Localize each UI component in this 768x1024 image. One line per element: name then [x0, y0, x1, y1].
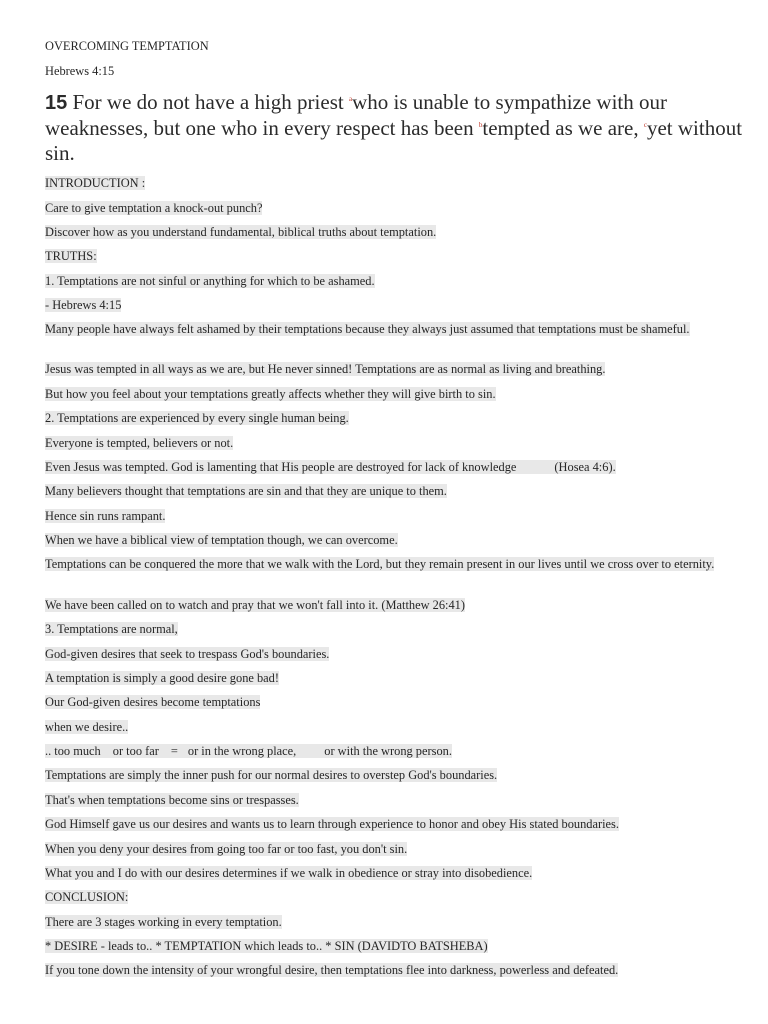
footnote-marker[interactable]: a	[348, 95, 353, 103]
document-title: OVERCOMING TEMPTATION	[45, 39, 209, 53]
section-heading-truths: TRUTHS:	[45, 249, 97, 263]
paragraph: God Himself gave us our desires and wants us to learn through experience to honor and obey His stated boundaries.	[45, 817, 619, 831]
paragraph: That's when temptations become sins or trespasses.	[45, 793, 299, 807]
paragraph: What you and I do with our desires determines if we walk in obedience or stray into disobedience.	[45, 866, 533, 880]
paragraph: Hence sin runs rampant.	[45, 509, 166, 523]
truth-heading-1: 1. Temptations are not sinful or anything for which to be ashamed.	[45, 274, 375, 288]
paragraph: But how you feel about your temptations greatly affects whether they will give birth to sin.	[45, 387, 496, 401]
paragraph: A temptation is simply a good desire gone bad!	[45, 671, 280, 685]
paragraph: We have been called on to watch and pray that we won't fall into it. (Matthew 26:41)	[45, 598, 465, 612]
scripture-reference: Hebrews 4:15	[45, 64, 115, 78]
verse-text: 15 For we do not have a high priest $^a$who is unable to sympathize with our weaknesses, but one who in every respect has been $^b$tempted as we are, $^c$yet without sin.	[45, 90, 743, 165]
paragraph: Everyone is tempted, believers or not.	[45, 436, 234, 450]
paragraph: Temptations can be conquered the more that we walk with the Lord, but they remain present in our lives until we cross over to eternity.	[45, 557, 715, 571]
footnote-marker[interactable]: c	[643, 121, 647, 129]
paragraph: Our God-given desires become temptations	[45, 695, 261, 709]
section-heading-introduction: INTRODUCTION :	[45, 176, 146, 190]
paragraph: God-given desires that seek to trespass God's boundaries.	[45, 647, 330, 661]
footnote-marker[interactable]: b	[478, 121, 483, 129]
paragraph: - Hebrews 4:15	[45, 298, 122, 312]
section-heading-conclusion: CONCLUSION:	[45, 890, 129, 904]
paragraph: When you deny your desires from going too far or too fast, you don't sin.	[45, 842, 408, 856]
paragraph: Jesus was tempted in all ways as we are, but He never sinned! Temptations are as normal as living and breathing.	[45, 362, 606, 376]
paragraph: If you tone down the intensity of your wrongful desire, then temptations flee into darkness, powerless and defeated.	[45, 963, 619, 977]
paragraph: Many believers thought that temptations are sin and that they are unique to them.	[45, 484, 447, 498]
paragraph: When we have a biblical view of temptation though, we can overcome.	[45, 533, 398, 547]
paragraph: Many people have always felt ashamed by their temptations because they always just assumed that temptations must be shameful.	[45, 322, 690, 336]
paragraph: Temptations are simply the inner push for our normal desires to overstep God's boundaries.	[45, 768, 498, 782]
truth-heading-3: 3. Temptations are normal,	[45, 622, 178, 636]
paragraph: Even Jesus was tempted. God is lamenting that His people are destroyed for lack of knowledge (Hosea 4:6).	[45, 460, 616, 474]
truth-heading-2: 2. Temptations are experienced by every single human being.	[45, 411, 349, 425]
paragraph: Care to give temptation a knock-out punch?	[45, 201, 263, 215]
paragraph: * DESIRE - leads to.. * TEMPTATION which leads to.. * SIN (DAVIDTO BATSHEBA)	[45, 939, 488, 953]
verse-number: 15	[45, 92, 68, 114]
paragraph: when we desire..	[45, 720, 129, 734]
paragraph: .. too much or too far = or in the wrong place, or with the wrong person.	[45, 744, 452, 758]
paragraph: Discover how as you understand fundamental, biblical truths about temptation.	[45, 225, 437, 239]
paragraph: There are 3 stages working in every temptation.	[45, 915, 282, 929]
